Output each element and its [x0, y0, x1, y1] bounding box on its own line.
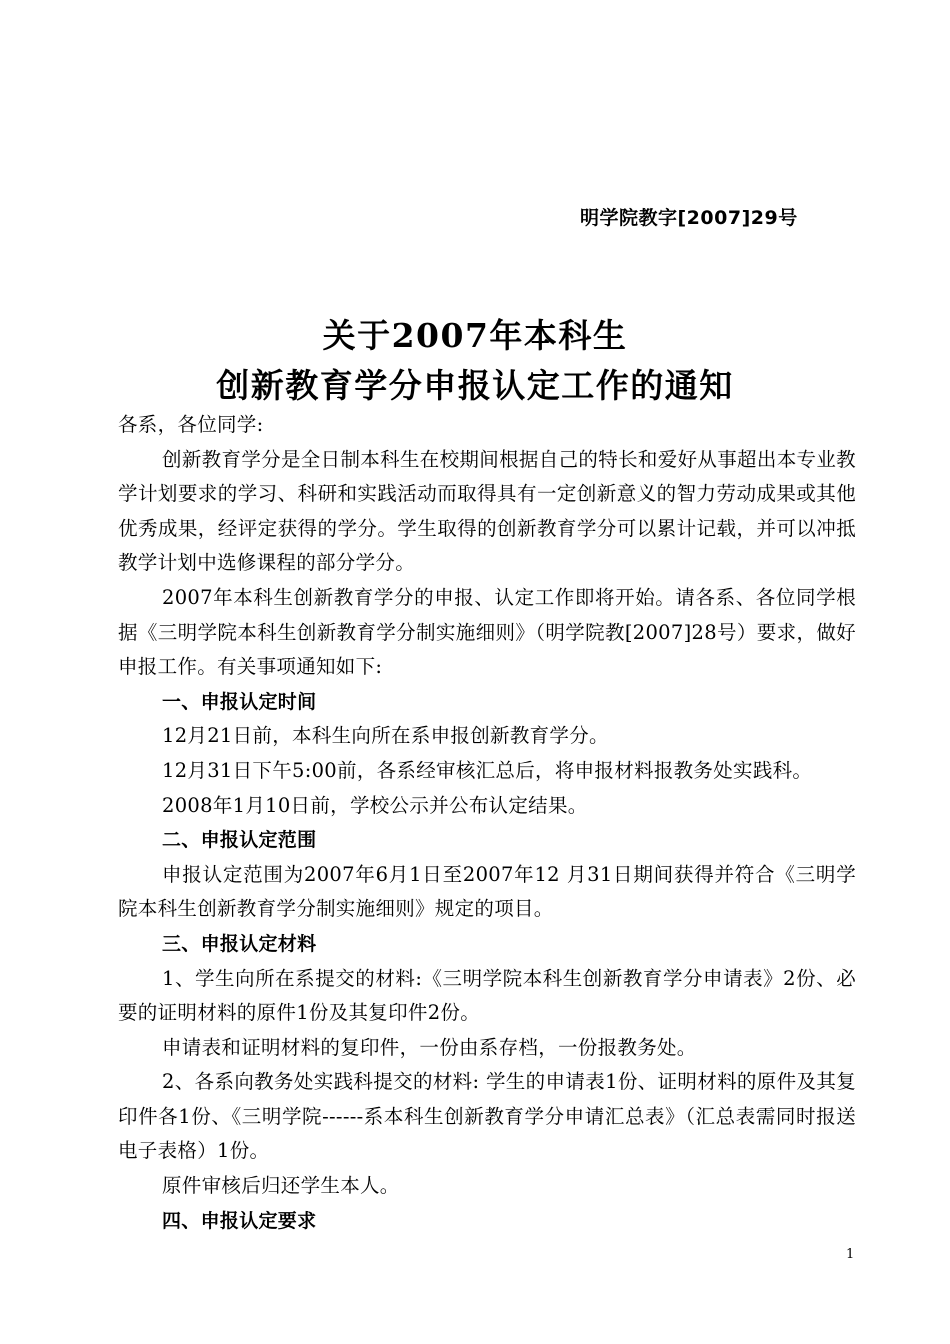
paragraph: 12月21日前，本科生向所在系申报创新教育学分。 [162, 724, 609, 748]
paragraph: 1、学生向所在系提交的材料:《三明学院本科生创新教育学分申请表》2份、必要的证明材料的原件1份及其复印件2份。 [118, 966, 856, 1025]
paragraph: 2、各系向教务处实践科提交的材料: 学生的申请表1份、证明材料的原件及其复印件各1份、《三明学院------系本科生创新教育学分申请汇总表》（汇总表需同时报送电子表格）1份。 [118, 1070, 856, 1163]
paragraph-intro: 创新教育学分是全日制本科生在校期间根据自己的特长和爱好从事超出本专业教学计划要求的学习、科研和实践活动而取得具有一定创新意义的智力劳动成果或其他优秀成果，经评定获得的学分。学生取得的创新教育学分可以累计记载，并可以冲抵教学计划中选修课程的部分学分。 [118, 447, 856, 575]
title-line-2: 创新教育学分申报认定工作的通知 [216, 366, 734, 405]
paragraph: 原件审核后归还学生本人。 [162, 1174, 400, 1198]
document-body [118, 408, 856, 1238]
paragraph: 12月31日下午5:00前，各系经审核汇总后，将申报材料报教务处实践科。 [162, 758, 813, 782]
document-number: 明学院教字[2007]29号 [580, 207, 798, 229]
section-heading-scope: 二、申报认定范围 [162, 829, 317, 852]
title-line-1: 关于2007年本科生 [322, 316, 628, 355]
paragraph: 申请表和证明材料的复印件，一份由系存档，一份报教务处。 [162, 1035, 697, 1059]
salutation: 各系，各位同学: [118, 413, 264, 436]
section-heading-time: 一、申报认定时间 [162, 690, 317, 713]
paragraph: 申报认定范围为2007年6月1日至2007年12 月31日期间获得并符合《三明学院本科生创新教育学分制实施细则》规定的项目。 [118, 862, 856, 921]
page-number: 1 [846, 1247, 855, 1262]
section-heading-materials: 三、申报认定材料 [162, 932, 317, 955]
section-heading-requirements: 四、申报认定要求 [162, 1209, 317, 1232]
paragraph: 2008年1月10日前，学校公示并公布认定结果。 [162, 793, 588, 817]
paragraph-notice: 2007年本科生创新教育学分的申报、认定工作即将开始。请各系、各位同学根据《三明学院本科生创新教育学分制实施细则》（明学院教[2007]28号）要求，做好申报工作。有关事项通知如下: [118, 585, 856, 679]
